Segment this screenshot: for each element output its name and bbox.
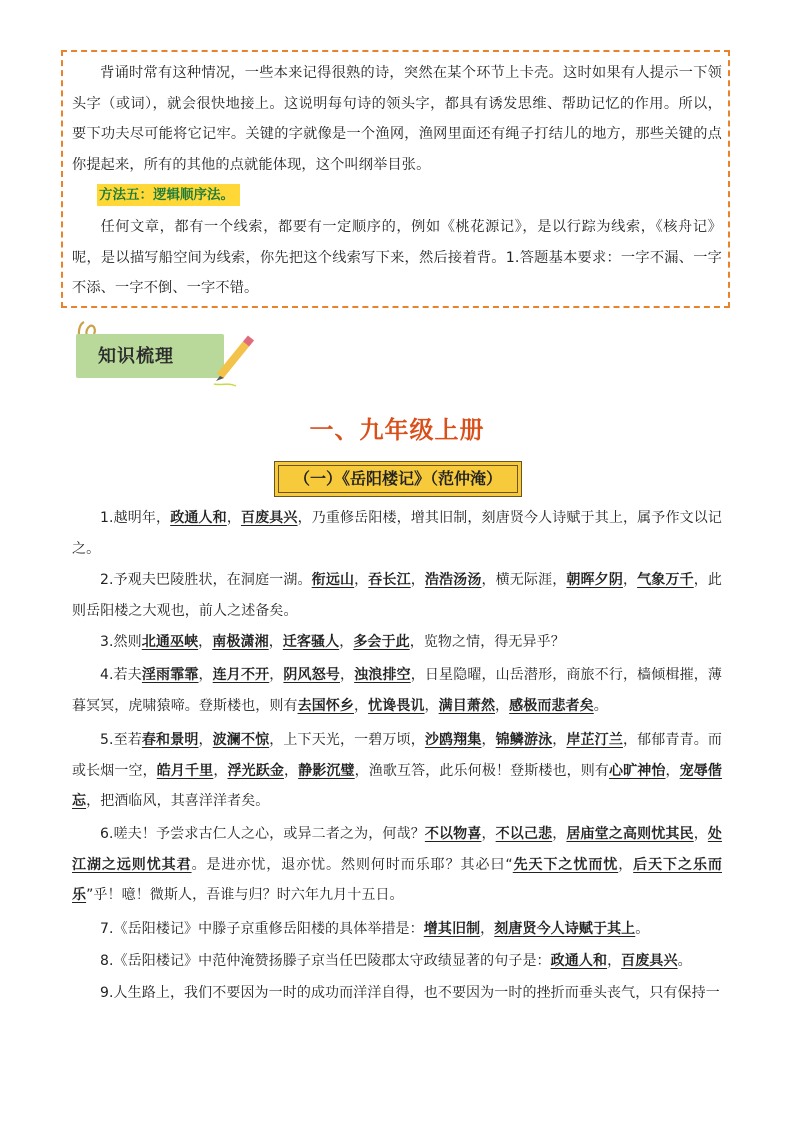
item-7: 7.《岳阳楼记》中滕子京重修岳阳楼的具体举措是：增其旧制，刻唐贤今人诗赋于其上。 — [100, 921, 650, 937]
item-2: 2.予观夫巴陵胜状，在洞庭一湖。衔远山，吞长江，浩浩汤汤，横无际涯，朝晖夕阴，气象万千，此则岳阳楼之大观也，前人之述备矣。 — [72, 572, 722, 619]
tip-paragraph-2: 任何文章，都有一个线索，都要有一定顺序的，例如《桃花源记》，是以行踪为线索，《核舟记》呢，是以描写船空间为线索，你先把这个线索写下来，然后接着背。1.答题基本要求：一字不漏、一字不添、一字不倒、一字不错。 — [72, 219, 722, 296]
method-label: 方法五：逻辑顺序法。 — [97, 184, 240, 206]
item-1: 1.越明年，政通人和，百废具兴，乃重修岳阳楼，增其旧制，刻唐贤今人诗赋于其上，属予作文以记之。 — [72, 510, 722, 557]
tip-paragraph-1: 背诵时常有这种情况，一些本来记得很熟的诗，突然在某个环节上卡壳。这时如果有人提示一下领头字（或词），就会很快地接上。这说明每句诗的领头字，都具有诱发思维、帮助记忆的作用。所以，要下功夫尽可能将它记牢。关键的字就像是一个渔网，渔网里面还有绳子打结儿的地方，那些关键的点你提起来，所有的其他的点就能体现，这个叫纲举目张。 — [72, 65, 722, 173]
item-4: 4.若夫淫雨霏霏，连月不开，阴风怒号，浊浪排空，日星隐曜，山岳潜形，商旅不行，樯倾楫摧，薄暮冥冥，虎啸猿啼。登斯楼也，则有去国怀乡，忧谗畏讥，满目萧然，感极而悲者矣。 — [72, 667, 722, 714]
banner-label: 知识梳理 — [98, 346, 174, 367]
item-8: 8.《岳阳楼记》中范仲淹赞扬滕子京当任巴陵郡太守政绩显著的句子是：政通人和，百废具兴。 — [100, 953, 692, 969]
item-9: 9.人生路上，我们不要因为一时的成功而洋洋自得，也不要因为一时的挫折而垂头丧气，只有保持一 — [100, 985, 720, 1001]
item-3: 3.然则北通巫峡，南极潇湘，迁客骚人，多会于此，览物之情，得无异乎？ — [100, 634, 565, 650]
item-6: 6.嗟夫！予尝求古仁人之心，或异二者之为，何哉？不以物喜，不以己悲，居庙堂之高则忧其民，处江湖之远则忧其君。是进亦忧，退亦忧。然则何时而乐耶？其必曰“先天下之忧而忧，后天下之乐而乐”乎！噫！微斯人，吾谁与归？时六年九月十五日。 — [72, 826, 722, 903]
item-5: 5.至若春和景明，波澜不惊，上下天光，一碧万顷，沙鸥翔集，锦鳞游泳，岸芷汀兰，郁郁青青。而或长烟一空，皓月千里，浮光跃金，静影沉璧，渔歌互答，此乐何极！登斯楼也，则有心旷神怡，宠辱偕忘，把酒临风，其喜洋洋者矣。 — [72, 732, 723, 809]
pencil-icon — [70, 316, 260, 388]
knowledge-banner — [70, 316, 260, 388]
grade-heading: 一、九年级上册 — [309, 416, 485, 444]
section-title: （一）《岳阳楼记》（范仲淹） — [274, 461, 522, 497]
